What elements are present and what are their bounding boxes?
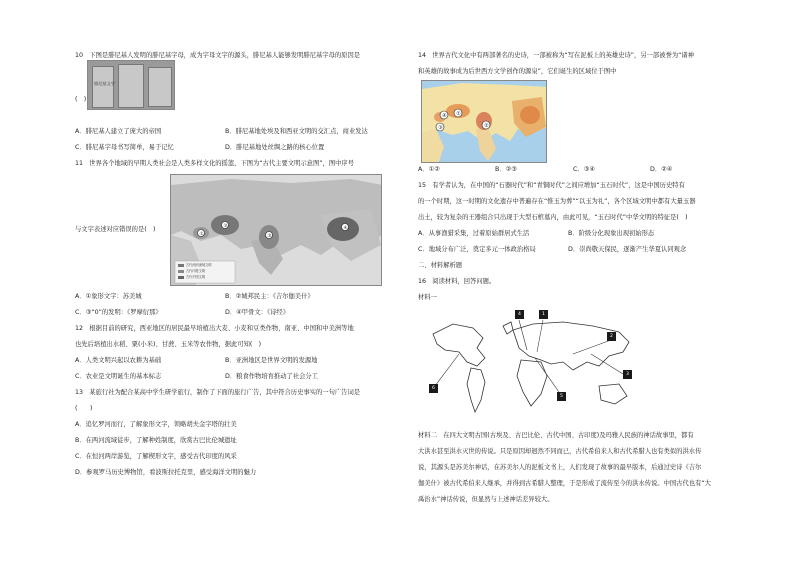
q12-option-c[interactable]: C．农业是文明诞生的基本标志 [75,373,162,380]
q11-option-a[interactable]: A．①象形文字：苏美城 [75,293,142,300]
legend-item-1: 古代两河流域文明 [186,263,212,267]
q10-option-b[interactable]: B．腓尼基地处埃及和西亚文明的交汇点，商业发达 [225,128,368,135]
q10-option-a[interactable]: A．腓尼基人建立了庞大的帝国 [75,128,162,135]
q13-stem-line1: 13 某旅行社为配合某高中学生研学旅行，制作了下面的旅行广告，其中符合历史事实的一句广告词是 [75,389,361,396]
q15-stem-line3: 出土，较为复杂的王器组合只出现于大型石棺墓内，由此可见，“玉石时代”中华文明的特征是( ) [418,214,688,221]
q14-option-b[interactable]: B．②③ [495,166,517,173]
map-marker-2: 2 [607,332,616,341]
q11-stem-line1: 11 世界各个地域的早期人类社会是人类多样文化的摇篮，下图为“古代主要文明示意图”，图中序号 [75,160,355,167]
q16-stem: 16 阅读材料，回答问题。 [418,278,496,285]
map-marker-4: 4 [515,310,524,319]
svg-text:④: ④ [343,226,348,231]
svg-text:①: ① [199,232,204,237]
svg-text:④: ④ [442,113,447,119]
q14-stem-line2: 和英雄的故事成为后世西方文学创作的源泉”，它们诞生的区域位于图中 [418,68,617,75]
svg-text:①: ① [456,111,461,117]
material1-label: 材料一 [418,294,437,301]
q10-stem-line1: 10 下图是腓尼基人发明的腓尼基字母，成为字母文字的源头，腓尼基人能够发明腓尼基字母的原因是 [75,52,361,59]
q11-option-d[interactable]: D．④甲骨文：《诗经》 [225,309,290,316]
q10-option-d[interactable]: D．腓尼基地处丝绸之路的核心位置 [225,144,325,151]
material2-line1: 材料二 在四大文明古国(古埃及、古巴比伦、古代中国、古印度)及玛雅人民族的神话故事里，都有 [418,432,694,439]
q13-option-c[interactable]: C．在恒河两岸游览，了解楔形文字，感受古代印度的风采 [75,453,237,460]
q11-option-c[interactable]: C．③“0”的发明：《罗摩衍那》 [75,309,162,316]
material2-line3: 说，其源头是苏美尔神话，在苏美尔人的泥板文书上，人们发现了故事的最早版本，后通过史诗《吉尔 [418,464,702,471]
ancient-civilizations-map [170,174,382,286]
map-marker-3: 3 [623,370,632,379]
material2-line2: 大洪水甚至洪水灭世的传说。只是原因却迥然不同而已，古代希伯来人和古代希腊人也有类似的洪水传 [418,448,702,455]
q14-option-d[interactable]: D．②④ [650,166,673,173]
q10-option-c[interactable]: C．腓尼基字母书写简单，易于记忆 [75,144,174,151]
q15-stem-line1: 15 有学者认为，在中国的“石器时代”和“青铜时代”之间应增加“玉石时代”，这是中国历史特有 [418,182,685,189]
q13-option-d[interactable]: D．参观罗马历史博物馆，看波斯拉托克里，感受海洋文明的魅力 [75,469,257,476]
svg-text:③: ③ [438,125,443,131]
section-heading: 二、材料解析题 [418,262,463,269]
q15-stem-line2: 的一个时期，这一时期的文化遗存中普遍存在“惟玉为葬”“以玉为礼”，各个区域文明中都有大量玉器 [418,198,696,205]
q15-option-c[interactable]: C．地域分布广泛，奠定多元一体政治格局 [418,246,536,253]
q11-option-b[interactable]: B．②城邦民主：《吉尔伽美什》 [225,293,314,300]
map-marker-1: 1 [539,310,548,319]
inscription-text: 腓尼基文字 [94,81,115,86]
q12-option-a[interactable]: A．人类文明兴起以农耕为基础 [75,357,162,364]
q13-option-b[interactable]: B．在两河流域徒步，了解种姓制度，欣赏古巴比伦城遗址 [75,437,237,444]
q12-stem-line2: 也先后培植出水稻、粟(小米)、甘蔗、玉米等农作物，据此可知( ) [75,341,262,348]
map-marker-5: 5 [557,392,566,401]
q15-option-d[interactable]: D．崇尚敬天保民，逐渐产生华夏认同观念 [568,246,687,253]
eurasia-civilizations-map [421,80,547,163]
q12-option-b[interactable]: B．亚洲地区是世界文明的发源地 [225,357,318,364]
q15-option-a[interactable]: A．从事渔猎采集，过着原始群居式生活 [418,230,530,237]
q13-option-a[interactable]: A．追忆罗河而行，了解象形文字，领略胡夫金字塔的壮美 [75,421,237,428]
svg-text:②: ② [484,123,489,129]
q13-stem-line2: ( ) [75,405,93,412]
legend-item-2: 古代印度文明 [186,269,206,273]
q11-stem-line2: 与文字表述对应错误的是( ) [75,226,156,233]
q14-option-a[interactable]: A．①② [418,166,440,173]
q14-option-c[interactable]: C．③④ [573,166,595,173]
q12-option-d[interactable]: D．粮食作物培育推动了社会分工 [225,373,319,380]
svg-text:③: ③ [223,224,228,229]
q15-option-b[interactable]: B．阶级分化现象出现初始形态 [568,230,655,237]
q12-stem-line1: 12 根据目前的研究，西亚地区的居民最早培植出大麦、小麦和豆类作物，南亚、中国和中美洲等地 [75,325,354,332]
svg-text:②: ② [267,234,272,239]
world-outline-map [423,304,645,424]
material2-line5: 禹治水”神话传说，但显然与上述神话差异较大。 [418,496,554,503]
q14-stem-line1: 14 世界古代文化中有两部著名的史诗，一部被称为“写在泥板上的英雄史诗”，另一部被誉为“诸神 [418,52,694,59]
legend-item-3: 古代中国文明 [186,275,206,279]
q10-stem-line2: ( ) [75,96,87,103]
material2-line4: 伽美什》被古代希伯来人继承，并得到古希腊人整理，于是形成了流传至今的洪水传说。中国古代也有“大 [418,480,711,487]
phoenician-inscription-image [87,60,175,110]
map-marker-6: 6 [429,384,438,393]
